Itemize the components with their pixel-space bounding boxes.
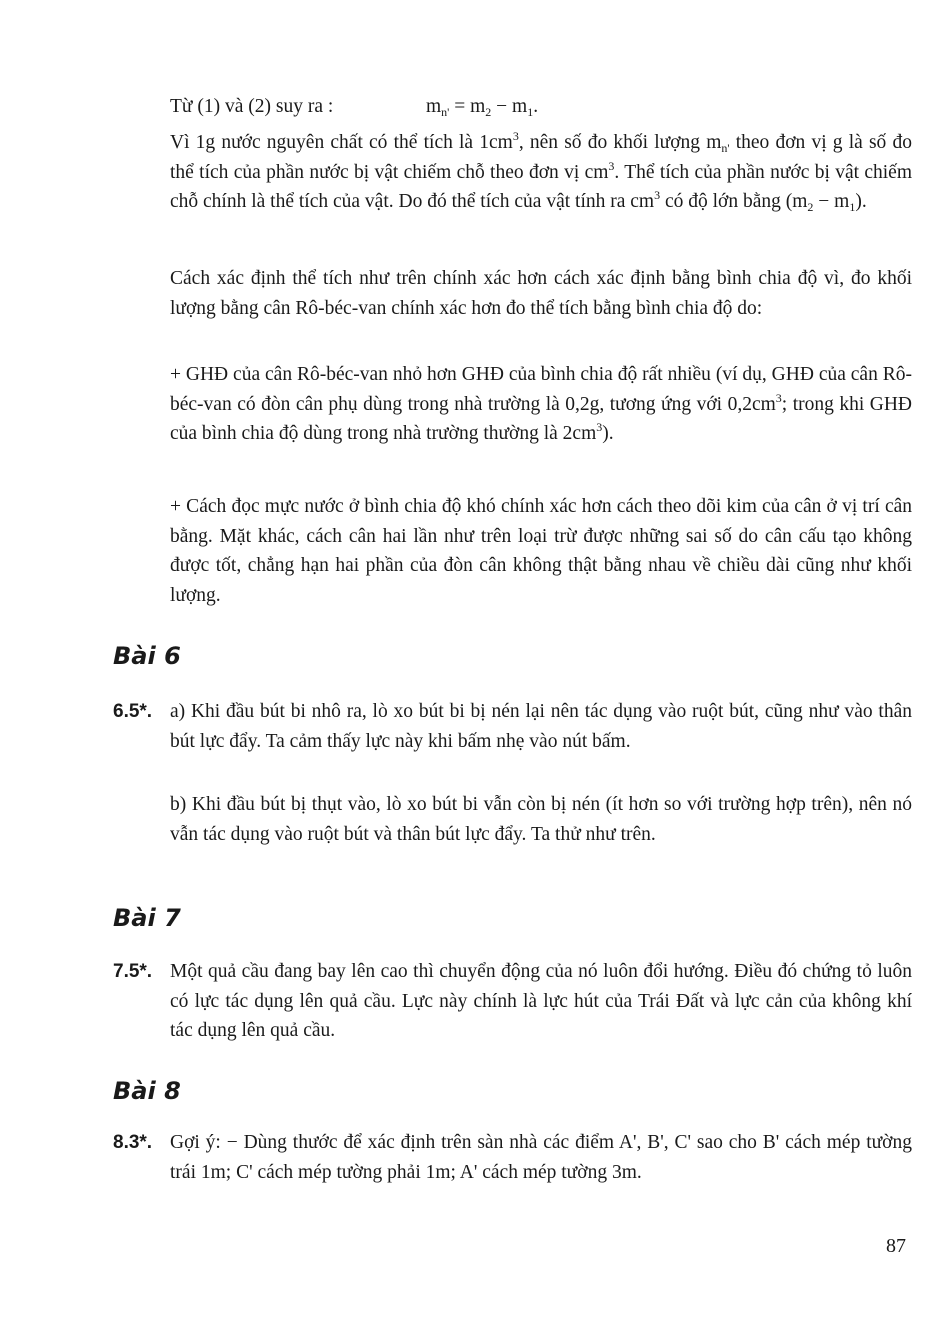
exercise-number-7-5: 7.5*. [113,961,153,982]
reading-bullet-paragraph: + Cách đọc mực nước ở bình chia độ khó chính xác hơn cách theo dõi kim của cân ở vị trí cân bằng. Mặt khác, cách cân hai lần như trên loại trừ được những sai số do cân cấu tạo không được tốt, chẳng hạn hai phần của đòn cân không thật bằng nhau về chiều dài cũng như khối lượng. [170,496,912,606]
exercise-number-8-3: 8.3*. [113,1132,153,1153]
range-bullet-paragraph: + GHĐ của cân Rô-béc-van nhỏ hơn GHĐ của bình chia độ rất nhiều (ví dụ, GHĐ của cân Rô-béc-van có đòn cân phụ dùng trong nhà trường là 0,2g, tương ứng với $0,2cm^3$; trong khi GHĐ của bình chia độ dùng trong nhà trường thường là $2cm^3$). [170,364,912,444]
exercise-8-3-text: Gợi ý: − Dùng thước để xác định trên sàn nhà các điểm A', B', C' sao cho B' cách mép tường trái 1m; C' cách mép tường phải 1m; A' cách mép tường 3m. [170,1132,912,1183]
exercise-6-5-part-b: b) Khi đầu bút bị thụt vào, lò xo bút bi vẫn còn bị nén (ít hơn so với trường hợp trên), nên nó vẫn tác dụng vào ruột bút và thân bút lực đẩy. Ta thử như trên. [170,794,912,845]
mass-equation: $m_{n'} = m_2 - m_1$. [426,96,539,119]
exercise-number-6-5: 6.5*. [113,701,153,722]
heading-bai-6: Bài 6 [113,642,181,670]
exercise-6-5-part-a: a) Khi đầu bút bi nhô ra, lò xo bút bi bị nén lại nên tác dụng vào ruột bút, cũng như vào thân bút lực đẩy. Ta cảm thấy lực này khi bấm nhẹ vào nút bấm. [170,701,912,752]
exercise-7-5-text: Một quả cầu đang bay lên cao thì chuyển động của nó luôn đổi hướng. Điều đó chứng tỏ luôn có lực tác dụng lên quả cầu. Lực này chính là lực hút của Trái Đất và lực cản của không khí tác dụng lên quả cầu. [170,961,912,1041]
accuracy-paragraph: Cách xác định thể tích như trên chính xác hơn cách xác định bằng bình chia độ vì, đo khối lượng bằng cân Rô-béc-van chính xác hơn đo thể tích bằng bình chia độ do: [170,268,912,319]
heading-bai-8: Bài 8 [113,1077,181,1105]
formula-line [170,92,539,122]
heading-bai-7: Bài 7 [113,904,181,932]
page-number: 87 [886,1235,906,1257]
formula-intro: Từ (1) và (2) suy ra : [170,96,334,117]
volume-explanation-paragraph: Vì 1g nước nguyên chất có thể tích là $1cm^3$, nên số đo khối lượng $m_{n'}$ theo đơn vị g là số đo thể tích của phần nước bị vật chiếm chỗ theo đơn vị $cm^3$. Thể tích của phần nước bị vật chiếm chỗ chính là thể tích của vật. Do đó thể tích của vật tính ra $cm^3$ có độ lớn bằng $(m_2 - m_1)$. [170,129,913,214]
